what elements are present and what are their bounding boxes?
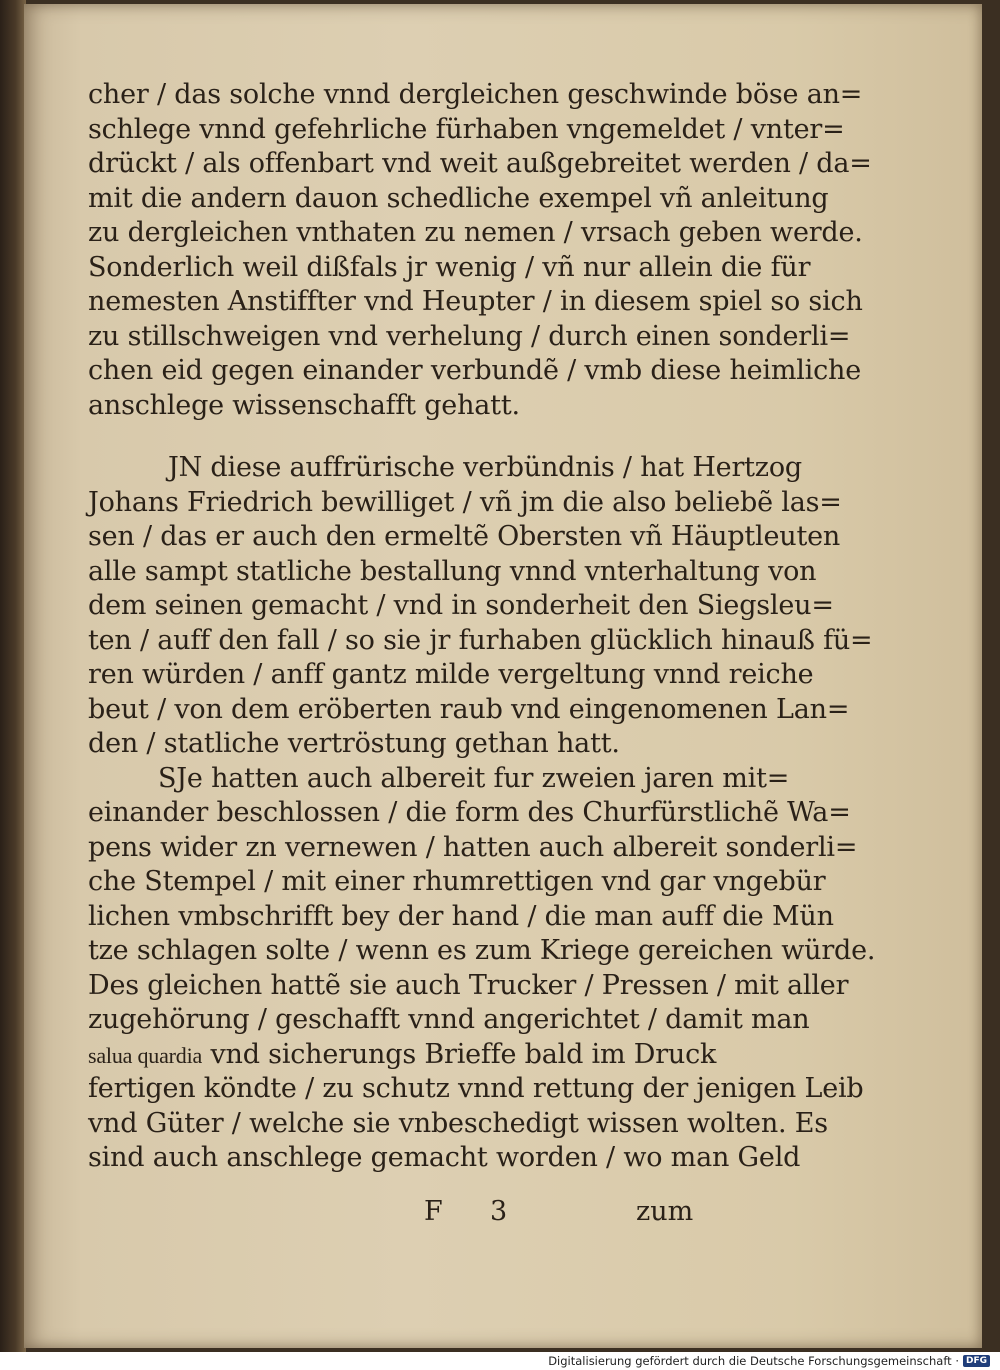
text-line [88, 1038, 718, 1073]
text-line: Sonderlich weil dißfals jr wenig / vñ nur allein die für [88, 251, 811, 283]
text-line: JN diese auffrürische verbündnis / hat Hertzog [168, 452, 802, 483]
signature-letter: F [424, 1196, 443, 1227]
text-line: sen / das er auch den ermeltẽ Obersten vñ Häuptleuten [88, 521, 841, 552]
text-line: zu stillschweigen vnd verhelung / durch einen sonderli= [88, 320, 851, 352]
signature-number: 3 [490, 1196, 508, 1227]
text-line: cher / das solche vnnd dergleichen geschwinde böse an= [88, 79, 863, 110]
text-line: den / statliche vertröstung gethan hatt. [88, 728, 620, 759]
text-line: pens wider zn vernewen / hatten auch albereit sonderli= [88, 831, 858, 863]
text-line: Johans Friedrich bewilliget / vñ jm die also beliebẽ las= [88, 486, 842, 518]
text-line: SJe hatten auch albereit fur zweien jaren mit= [158, 762, 790, 794]
text-line: chen eid gegen einander verbundẽ / vmb diese heimliche [88, 355, 862, 386]
text-line: Des gleichen hattẽ sie auch Trucker / Pressen / mit aller [88, 969, 849, 1001]
text-line: anschlege wissenschafft gehatt. [88, 389, 520, 421]
text-line: zugehörung / geschafft vnnd angerichtet / damit man [88, 1004, 810, 1035]
dfg-logo-icon: DFG [963, 1355, 990, 1367]
paragraph-gap [88, 423, 718, 451]
page-text [88, 78, 876, 1176]
text-line: dem seinen gemacht / vnd in sonderheit den Siegsleu= [88, 590, 834, 621]
latin-phrase: salua quardia [88, 1042, 203, 1068]
text-line: nemesten Anstiffter vnd Heupter / in diesem spiel so sich [88, 286, 863, 317]
text-line: schlege vnnd gefehrliche fürhaben vngemeldet / vnter= [88, 113, 845, 145]
text-line: ten / auff den fall / so sie jr furhaben glücklich hinauß fü= [88, 624, 873, 656]
text-line: tze schlagen solte / wenn es zum Kriege gereichen würde. [88, 935, 876, 966]
digitization-credit [548, 1354, 990, 1368]
text-line: che Stempel / mit einer rhumrettigen vnd gar vngebür [88, 866, 826, 897]
catchword: zum [636, 1196, 694, 1227]
page-footer [88, 1196, 718, 1230]
text-line: drückt / als offenbart vnd weit außgebreitet werden / da= [88, 148, 872, 179]
credit-text: Digitalisierung gefördert durch die Deutsche Forschungsgemeinschaft · [548, 1354, 959, 1368]
text-line: vnd Güter / welche sie vnbeschedigt wissen wolten. Es [88, 1107, 828, 1139]
text-line: alle sampt statliche bestallung vnnd vnterhaltung von [88, 555, 817, 587]
text-line: fertigen köndte / zu schutz vnnd rettung der jenigen Leib [88, 1073, 864, 1104]
book-spine [0, 0, 26, 1352]
text-line: lichen vmbschrifft bey der hand / die man auff die Mün [88, 900, 834, 932]
text-line: zu dergleichen vnthaten zu nemen / vrsach geben werde. [88, 217, 863, 248]
text-line: sind auch anschlege gemacht worden / wo man Geld [88, 1142, 801, 1173]
text-fragment: vnd sicherungs Brieffe bald im Druck [202, 1038, 717, 1070]
text-line: beut / von dem eröberten raub vnd eingenomenen Lan= [88, 693, 850, 725]
text-line: einander beschlossen / die form des Churfürstlichẽ Wa= [88, 797, 851, 828]
text-line: mit die andern dauon schedliche exempel vñ anleitung [88, 182, 829, 214]
text-line: ren würden / anff gantz milde vergeltung vnnd reiche [88, 659, 814, 690]
